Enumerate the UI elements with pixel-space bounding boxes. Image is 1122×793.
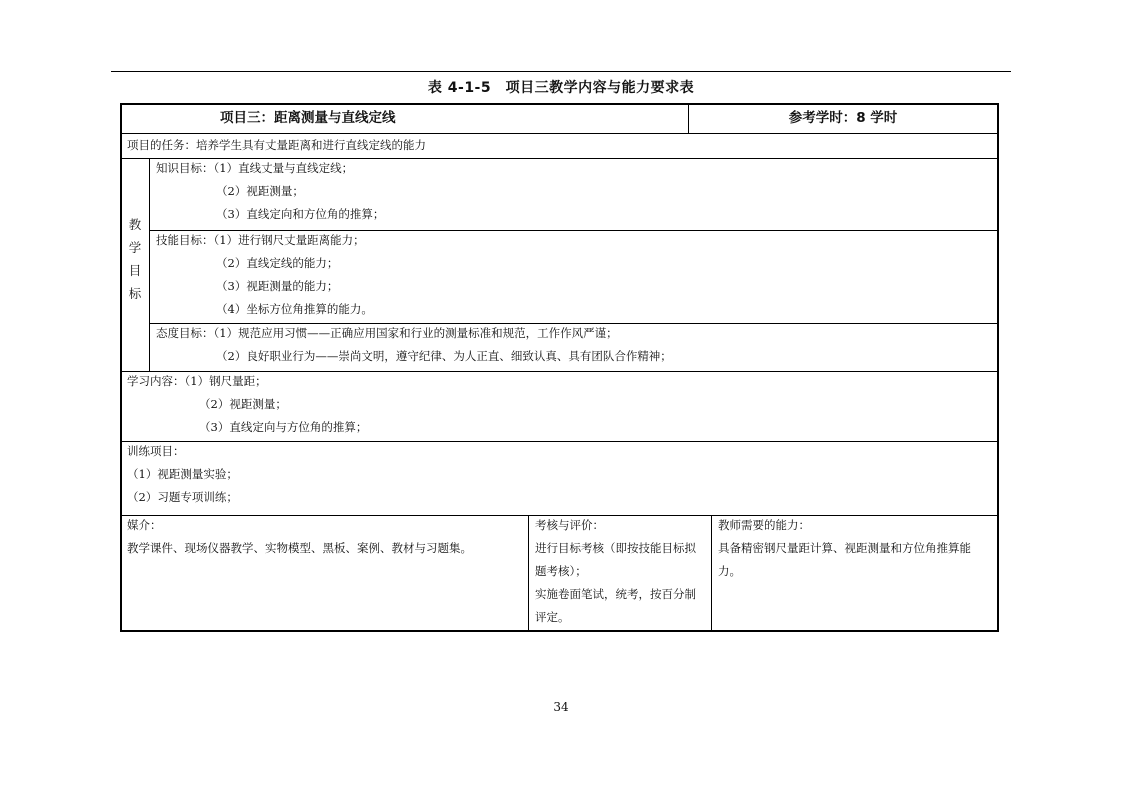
label-char: 学 <box>128 240 142 255</box>
knowledge-goal-item: （1）直线丈量与直线定线； <box>213 161 354 175</box>
skill-goal-line <box>156 229 997 252</box>
attitude-goals-cell <box>150 322 997 371</box>
header-rule <box>111 71 1011 72</box>
attitude-goal-line <box>156 322 997 345</box>
assessment-cell <box>529 514 711 630</box>
teacher-ability-line: 具备精密钢尺量距计算、视距测量和方位角推算能 <box>718 541 971 555</box>
knowledge-goal-item: （2）视距测量； <box>216 184 304 198</box>
teacher-ability-cell <box>712 514 997 630</box>
assessment-line: 评定。 <box>535 610 570 624</box>
skill-goal-item: （1）进行钢尺丈量距离能力； <box>213 233 365 247</box>
assessment-line: 进行目标考核（即按技能目标拟 <box>535 541 696 555</box>
skill-goals-label: 技能目标： <box>156 233 214 247</box>
learning-content-line <box>127 370 997 393</box>
label-char: 目 <box>128 263 142 278</box>
skill-goal-item: （2）直线定线的能力； <box>216 256 339 270</box>
label-char: 标 <box>128 286 142 301</box>
skill-goals-cell <box>150 229 997 323</box>
assessment-line: 题考核）； <box>535 564 587 578</box>
page-number: 34 <box>553 700 569 714</box>
project-title-cell <box>122 105 688 133</box>
attitude-goal-item: （1）规范应用习惯——正确应用国家和行业的测量标准和规范，工作作风严谨； <box>213 326 618 340</box>
media-cell <box>122 514 528 630</box>
learning-content-cell <box>122 370 997 441</box>
table-caption: 表 4-1-5 项目三教学内容与能力要求表 <box>427 80 695 96</box>
teaching-goals-label <box>125 213 145 305</box>
knowledge-goal-item: （3）直线定向和方位角的推算； <box>216 207 385 221</box>
knowledge-goals-cell <box>150 157 997 230</box>
project-title: 项目三：距离测量与直线定线 <box>220 110 396 126</box>
assessment-line: 实施卷面笔试，统考，按百分制 <box>535 587 696 601</box>
teacher-ability-label: 教师需要的能力： <box>718 518 810 532</box>
teaching-content-table <box>120 103 999 632</box>
attitude-goal-item: （2）良好职业行为——崇尚文明，遵守纪律、为人正直、细致认真、具有团队合作精神； <box>216 349 672 363</box>
assessment-label: 考核与评价： <box>535 518 604 532</box>
training-cell <box>122 440 997 515</box>
reference-hours-cell <box>689 105 997 133</box>
reference-hours: 参考学时：8 学时 <box>788 110 898 126</box>
training-label: 训练项目： <box>127 444 185 458</box>
training-item: （1）视距测量实验； <box>127 467 238 481</box>
skill-goal-item: （3）视距测量的能力； <box>216 279 339 293</box>
learning-content-item: （2）视距测量； <box>199 397 287 411</box>
training-item: （2）习题专项训练； <box>127 490 238 504</box>
skill-goal-item: （4）坐标方位角推算的能力。 <box>216 302 373 316</box>
task-cell <box>122 134 997 158</box>
task-text: 项目的任务：培养学生具有丈量距离和进行直线定线的能力 <box>127 138 426 152</box>
learning-content-label: 学习内容： <box>127 374 185 388</box>
media-label: 媒介： <box>127 518 162 532</box>
label-char: 教 <box>128 217 142 232</box>
knowledge-goal-line <box>156 157 997 180</box>
attitude-goals-label: 态度目标： <box>156 326 214 340</box>
knowledge-goals-label: 知识目标： <box>156 161 214 175</box>
teacher-ability-line: 力。 <box>718 564 741 578</box>
media-text: 教学课件、现场仪器教学、实物模型、黑板、案例、教材与习题集。 <box>127 541 472 555</box>
learning-content-item: （3）直线定向与方位角的推算； <box>199 420 368 434</box>
learning-content-item: （1）钢尺量距； <box>184 374 267 388</box>
